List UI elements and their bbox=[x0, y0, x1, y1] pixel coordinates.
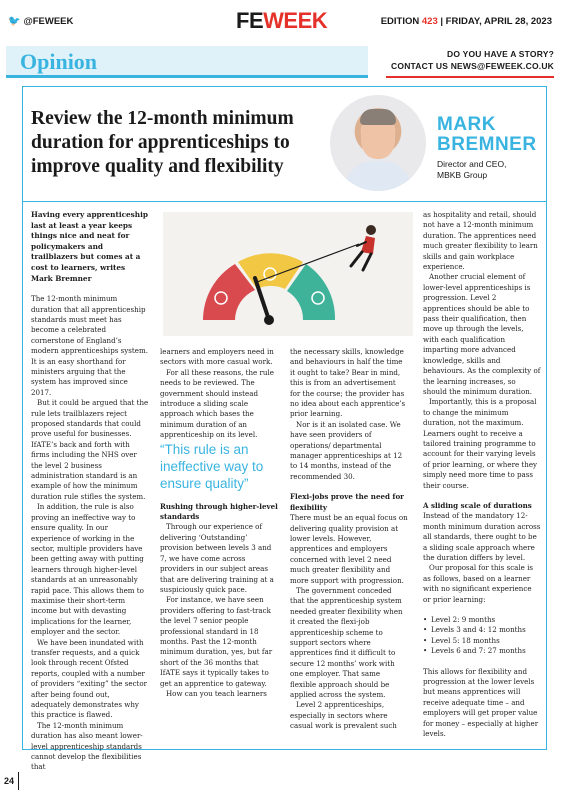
column-4 bbox=[423, 210, 541, 740]
paragraph: We have been inundated with transfer requests, and a quick look through recent Ofsted reports, coupled with a number of providers “exiting” the sector after being found out, adequately demonstrates why this practice is flawed. bbox=[31, 637, 148, 720]
footer-divider bbox=[18, 772, 19, 790]
contact-email[interactable]: CONTACT US NEWS@FEWEEK.CO.UK bbox=[391, 61, 554, 71]
list-item: • Level 5: 18 months bbox=[423, 636, 541, 646]
edition-info bbox=[381, 16, 552, 27]
paragraph: Nor is it an isolated case. We have seen providers of operations/ departmental manager apprenticeships at 12 to 14 months, instead of the recommended 30. bbox=[290, 419, 403, 481]
edition-date: | FRIDAY, APRIL 28, 2023 bbox=[437, 16, 552, 27]
author-role-line-1: Director and CEO, bbox=[437, 159, 507, 169]
paragraph: In addition, the rule is also proving an ineffective way to ensure quality. In our experience of working in the sector, multiple providers have been getting away with putting learners through higher-level standards at an unreasonably rapid pace. This allows them to maximise their short-term income but with devasting implications for the learner, employer and the sector. bbox=[31, 502, 144, 637]
paragraph: The 12-month minimum duration has also meant lower-level apprenticeship standards cannot develop the flexibilities that bbox=[31, 720, 143, 772]
page-number: 24 bbox=[4, 776, 15, 786]
article-headline: Review the 12-month minimum duration for apprenticeships to improve quality and flexibility bbox=[31, 108, 294, 177]
paragraph: There must be an equal focus on delivering quality provision at lower levels. However, apprentices and employers concerned with level 2 need much greater flexibility and more support with progression. bbox=[290, 513, 408, 585]
paragraph: The government conceded that the apprenticeship system needed greater flexibility when it created the flexi-job apprenticeship scheme to support sectors where apprentices find it difficult to secure 12 months’ work with one employer. That same flexible approach should be applied across the system. bbox=[290, 585, 403, 699]
paragraph: Our proposal for this scale is as follows, based on a learner with no significant experience or prior learning: bbox=[423, 563, 534, 604]
author-photo bbox=[330, 95, 426, 191]
paragraph: the necessary skills, knowledge and behaviours in half the time it ought to take? Bear in mind, this is from an advertisement for the course; the provider has no idea about each apprentice’s prior learning. bbox=[290, 347, 406, 419]
section-label-box bbox=[6, 46, 368, 78]
paragraph: This allows for flexibility and progression at the lower levels but means apprentices will receive adequate time – and employers will get proper value for money – especially at higher levels. bbox=[423, 666, 539, 739]
author-first-name: MARK bbox=[437, 114, 496, 135]
duration-list bbox=[423, 615, 541, 657]
twitter-handle[interactable] bbox=[8, 16, 73, 27]
fe-week-logo[interactable] bbox=[236, 8, 327, 34]
section-label: Opinion bbox=[20, 49, 98, 74]
page-footer bbox=[0, 772, 566, 800]
column-2 bbox=[160, 347, 278, 699]
column-1 bbox=[31, 210, 149, 773]
list-item: • Levels 6 and 7: 27 months bbox=[423, 646, 541, 656]
paragraph: For all these reasons, the rule needs to be reviewed. The government should instead introduce a sliding scale approach which bases the minimum duration of an apprenticeship on its level. bbox=[160, 367, 274, 440]
paragraph: Another crucial element of lower-level apprenticeships is progression. Level 2 apprentices should be able to pass their qualification, then move up through the levels, with each qualification imparting more advanced knowledge, skills and behaviours. As the complexity of the learning increases, so should the minimum duration. bbox=[423, 272, 541, 396]
author-photo-hair bbox=[360, 109, 396, 125]
person-head bbox=[366, 225, 376, 235]
paragraph: For instance, we have seen providers offering to fast-track the level 7 senior people professional standard in 18 months. Past the 12-month minimum duration, yes, but far short of the 36 months that IfATE says it typically takes to get an apprentice to gateway. bbox=[160, 595, 273, 688]
paragraph: Level 2 apprenticeships, especially in sectors where casual work is prevalent such bbox=[290, 700, 397, 731]
paragraph: as hospitality and retail, should not have a 12-month minimum duration. The apprentices need much greater flexibility to learn skills and gain workplace experience. bbox=[423, 210, 538, 272]
paragraph: Importantly, this is a proposal to change the minimum duration, not the maximum. Learners ought to receive a tailored training programme to account for their varying levels of prior learning, or where they simply need more time to pass their course. bbox=[423, 397, 538, 490]
paragraph: Instead of the mandatory 12-month minimum duration across all standards, there ought to be a sliding scale approach where the duration differs by level. bbox=[423, 511, 541, 562]
contact-underline bbox=[386, 76, 554, 78]
story-prompt: DO YOU HAVE A STORY? bbox=[447, 49, 554, 59]
gauge-illustration bbox=[163, 212, 413, 336]
gauge-pivot bbox=[264, 315, 274, 325]
edition-number: 423 bbox=[421, 16, 438, 27]
story-contact bbox=[391, 48, 554, 72]
paragraph: Through our experience of delivering ‘Outstanding’ provision between levels 3 and 7, we have come across providers in our subject areas that are delivering training at a suspiciously quick pace. bbox=[160, 522, 274, 594]
article-body bbox=[22, 202, 547, 772]
edition-prefix: EDITION bbox=[380, 16, 420, 27]
subheading: A sliding scale of durations bbox=[423, 500, 532, 510]
paragraph: learners and employers need in sectors with more casual work. bbox=[160, 347, 274, 367]
headline-box bbox=[22, 86, 547, 202]
paragraph: But it could be argued that the rule lets trailblazers reject proposed standards that could prove useful for businesses. IfATE’s back and forth with firms including the NHS over the level 2 business administration standard is an example of how the minimum duration rule stifles the system. bbox=[31, 398, 149, 501]
author-role bbox=[437, 159, 506, 181]
subheading: Flexi-jobs prove the need for flexibility bbox=[290, 492, 404, 512]
list-item: • Levels 3 and 4: 12 months bbox=[423, 625, 541, 635]
masthead bbox=[0, 0, 566, 44]
pull-quote: “This rule is an ineffective way to ensure quality” bbox=[160, 441, 264, 491]
author-photo-shirt bbox=[344, 161, 412, 191]
logo-fe: FE bbox=[236, 8, 264, 33]
author-last-name: BREMNER bbox=[437, 134, 537, 155]
paragraph: How can you teach learners bbox=[166, 688, 267, 698]
standfirst: Having every apprenticeship last at least a year keeps things nice and neat for policymakers and trailblazers but comes at a cost to learners, writes Mark Bremner bbox=[31, 210, 148, 283]
subheading: Rushing through higher-level standards bbox=[160, 501, 278, 522]
section-band bbox=[6, 44, 560, 80]
author-role-line-2: MBKB Group bbox=[437, 170, 488, 180]
paragraph: The 12-month minimum duration that all apprenticeship standards must meet has become a celebrated cornerstone of England’s modern apprenticeships system. It is an easy shorthand for ministers arguing that the system has improved since 2017. bbox=[31, 294, 148, 397]
twitter-bird-icon: 🐦 bbox=[8, 16, 21, 27]
logo-week: WEEK bbox=[263, 8, 328, 33]
column-3 bbox=[290, 347, 408, 732]
author-name bbox=[437, 115, 537, 155]
twitter-handle-text: @FEWEEK bbox=[23, 16, 74, 27]
list-item: • Level 2: 9 months bbox=[423, 615, 541, 625]
